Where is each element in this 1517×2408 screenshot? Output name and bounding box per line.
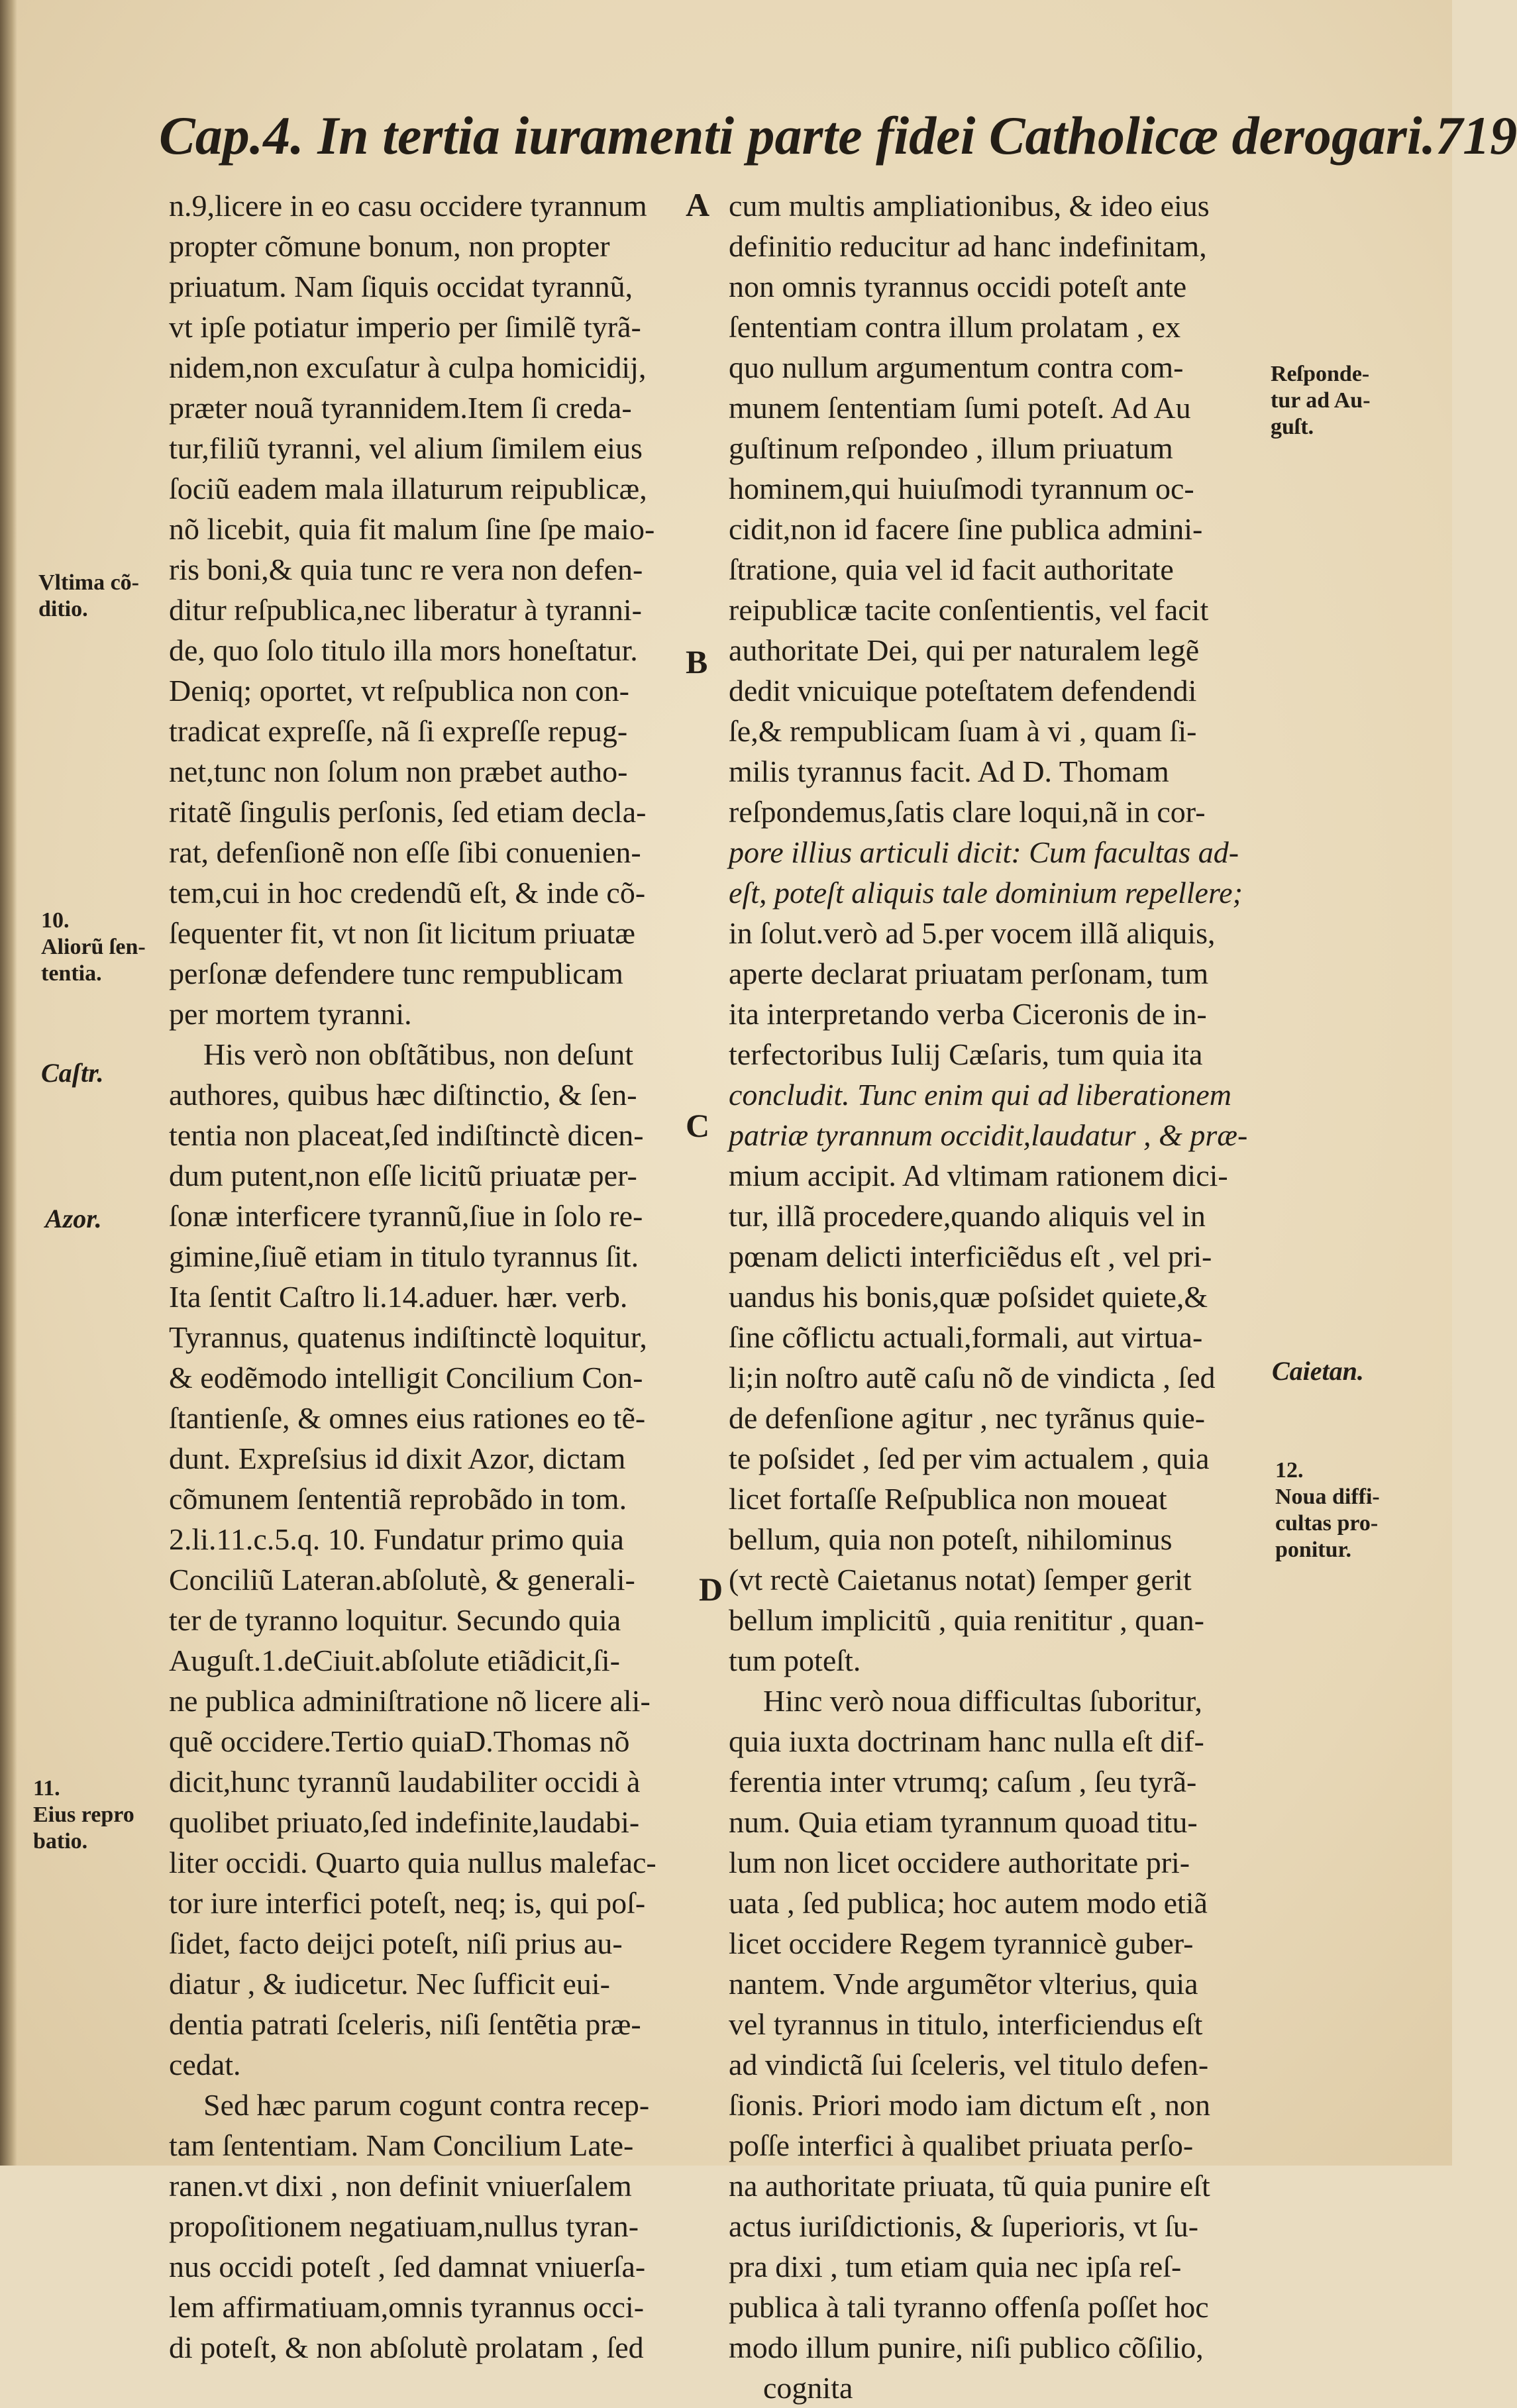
text-line: modo illum punire, niſi publico cõſilio, — [729, 2330, 1204, 2364]
margin-note-caietan — [1272, 1358, 1364, 1385]
text-line: diatur , & iudicetur. Nec ſufficit eui- — [169, 1967, 610, 2001]
text-line: Deniq; oportet, vt reſpublica non con- — [169, 674, 629, 707]
text-line: tur,filiũ tyranni, vel alium ſimilem eius — [169, 431, 643, 465]
text-line: eſt, poteſt aliquis tale dominium repellere; — [729, 876, 1243, 910]
text-line: cedat. — [169, 2048, 241, 2081]
section-letter-c: C — [686, 1107, 710, 1144]
text-line: præter nouã tyrannidem.Item ſi creda- — [169, 391, 632, 425]
text-line: patriæ tyrannum occidit,laudatur , & præ- — [729, 1118, 1248, 1152]
text-line: dunt. Expreſsius id dixit Azor, dictam — [169, 1441, 626, 1475]
text-line: de defenſione agitur , nec tyrãnus quie- — [729, 1401, 1206, 1435]
text-line: ferentia inter vtrumq; caſum , ſeu tyrã- — [729, 1765, 1197, 1799]
margin-note-castro — [41, 1060, 103, 1086]
text-line: vel tyrannus in titulo, interficiendus eſt — [729, 2007, 1203, 2041]
text-line: te poſsidet , ſed per vim actualem , quia — [729, 1441, 1210, 1475]
text-line: dentia patrati ſceleris, niſi ſentẽtia præ- — [169, 2007, 641, 2041]
text-line: de, quo ſolo titulo illa mors honeſtatur. — [169, 633, 638, 667]
text-line: aperte declarat priuatam perſonam, tum — [729, 957, 1209, 990]
page-gutter-shadow — [0, 0, 17, 2166]
left-text-column — [169, 185, 696, 2368]
text-line: ris boni,& quia tunc re vera non defen- — [169, 552, 643, 586]
text-line: nidem,non excuſatur à culpa homicidij, — [169, 350, 647, 384]
margin-note-text: Caietan. — [1272, 1356, 1364, 1386]
margin-note-azor — [45, 1206, 102, 1232]
text-line: uandus his bonis,quæ poſsidet quiete,& — [729, 1280, 1208, 1314]
text-line: quo nullum argumentum contra com- — [729, 350, 1184, 384]
text-line: ſidet, facto deijci poteſt, niſi prius au- — [169, 1926, 623, 1960]
margin-note-eius-reprobatio — [33, 1775, 134, 1855]
margin-note-text: Caſtr. — [41, 1058, 104, 1088]
text-line: ritatẽ ſingulis perſonis, ſed etiam decla- — [169, 795, 647, 829]
text-line: uata , ſed publica; hoc autem modo etiã — [729, 1886, 1208, 1920]
text-line: nõ licebit, quia fit malum ſine ſpe maio- — [169, 512, 655, 546]
text-line: tor iure interfici poteſt, neq; is, qui poſ- — [169, 1886, 646, 1920]
section-letter-a: A — [686, 186, 710, 223]
text-line: dedit vnicuique poteſtatem defendendi — [729, 674, 1197, 707]
text-line: cum multis ampliationibus, & ideo eius — [729, 189, 1210, 223]
text-line: munem ſententiam ſumi poteſt. Ad Au — [729, 391, 1191, 425]
text-line: nus occidi poteſt , ſed damnat vniuerſa- — [169, 2250, 646, 2283]
margin-note-noua-difficultas — [1275, 1457, 1380, 1563]
text-line: vt ipſe potiatur imperio per ſimilẽ tyrã- — [169, 310, 641, 344]
right-text-column — [729, 185, 1255, 2408]
text-line: His verò non obſtãtibus, non deſunt — [203, 1037, 634, 1071]
text-line: cognita — [763, 2371, 853, 2405]
text-line: hominem,qui huiuſmodi tyrannum oc- — [729, 472, 1194, 505]
text-line: nantem. Vnde argumẽtor vlterius, quia — [729, 1967, 1198, 2001]
text-line: in ſolut.verò ad 5.per vocem illã aliquis, — [729, 916, 1216, 950]
margin-note-text: 11. Eius repro batio. — [33, 1776, 134, 1854]
text-line: quẽ occidere.Tertio quiaD.Thomas nõ — [169, 1724, 630, 1758]
text-line: quia iuxta doctrinam hanc nulla eſt dif- — [729, 1724, 1204, 1758]
margin-note-ultima-conditio — [38, 570, 139, 623]
text-line: Tyrannus, quatenus indiſtinctè loquitur, — [169, 1320, 647, 1354]
text-line: tur, illã procedere,quando aliquis vel in — [729, 1199, 1206, 1233]
running-header: Cap.4. In tertia iuramenti parte fidei Catholicæ derogari.719 — [159, 105, 1517, 166]
text-line: pra dixi , tum etiam quia nec ipſa reſ- — [729, 2250, 1182, 2283]
text-line: ſonæ interficere tyrannũ,ſiue in ſolo re- — [169, 1199, 643, 1233]
text-line: ter de tyranno loquitur. Secundo quia — [169, 1603, 621, 1637]
text-line: ita interpretando verba Ciceronis de in- — [729, 997, 1207, 1031]
margin-note-text: 10. Aliorũ ſen- tentia. — [41, 908, 146, 986]
text-line: cõmunem ſententiã reprobãdo in tom. — [169, 1482, 627, 1516]
margin-note-text: Vltima cõ- ditio. — [38, 570, 140, 621]
text-line: propoſitionem negatiuam,nullus tyran- — [169, 2209, 639, 2243]
text-line: net,tunc non ſolum non præbet autho- — [169, 755, 628, 788]
text-line: rat, defenſionẽ non eſſe ſibi conuenien- — [169, 835, 641, 869]
section-letter-b: B — [686, 643, 708, 680]
text-line: ſe,& rempublicam ſuam à vi , quam ſi- — [729, 714, 1197, 748]
text-line: actus iuriſdictionis, & ſuperioris, vt ſu- — [729, 2209, 1199, 2243]
text-line: lem affirmatiuam,omnis tyrannus occi- — [169, 2290, 645, 2324]
text-line: lum non licet occidere authoritate pri- — [729, 1846, 1190, 1879]
text-line: perſonæ defendere tunc rempublicam — [169, 957, 623, 990]
text-line: ſequenter fit, vt non ſit licitum priuatæ — [169, 916, 635, 950]
text-line: reſpondemus,ſatis clare loqui,nã in cor- — [729, 795, 1206, 829]
text-line: Ita ſentit Caſtro li.14.aduer. hær. verb. — [169, 1280, 628, 1314]
margin-note-text: Reſponde- tur ad Au- guſt. — [1271, 362, 1371, 439]
text-line: terfectoribus Iulij Cæſaris, tum quia ita — [729, 1037, 1203, 1071]
text-line: pore illius articuli dicit: Cum facultas ad- — [729, 835, 1239, 869]
text-line: licet occidere Regem tyrannicè guber- — [729, 1926, 1194, 1960]
text-line: cidit,non id facere ſine publica admini- — [729, 512, 1203, 546]
text-line: bellum, quia non poteſt, nihilominus — [729, 1522, 1173, 1556]
text-line: bellum implicitũ , quia renititur , quan- — [729, 1603, 1204, 1637]
text-line: tum poteſt. — [729, 1644, 861, 1677]
margin-note-text: Azor. — [45, 1204, 102, 1233]
text-line: ditur reſpublica,nec liberatur à tyranni- — [169, 593, 642, 627]
text-line: propter cõmune bonum, non propter — [169, 229, 610, 263]
text-line: publica à tali tyranno offenſa poſſet hoc — [729, 2290, 1209, 2324]
margin-note-text: 12. Noua diffi- cultas pro- ponitur. — [1275, 1458, 1380, 1562]
text-line: na authoritate priuata, tũ quia punire eſt — [729, 2169, 1210, 2203]
text-line: ne publica adminiſtratione nõ licere ali- — [169, 1684, 651, 1718]
text-line: milis tyrannus facit. Ad D. Thomam — [729, 755, 1169, 788]
text-line: definitio reducitur ad hanc indefinitam, — [729, 229, 1207, 263]
text-line: licet fortaſſe Reſpublica non moueat — [729, 1482, 1167, 1516]
text-line: concludit. Tunc enim qui ad liberationem — [729, 1078, 1231, 1112]
text-line: authoritate Dei, qui per naturalem legẽ — [729, 633, 1200, 667]
text-line: (vt rectè Caietanus notat) ſemper gerit — [729, 1563, 1192, 1597]
text-line: Conciliũ Lateran.abſolutè, & generali- — [169, 1563, 635, 1597]
text-line: ranen.vt dixi , non definit vniuerſalem — [169, 2169, 632, 2203]
text-line: ſionis. Priori modo iam dictum eſt , non — [729, 2088, 1211, 2122]
text-line: authores, quibus hæc diſtinctio, & ſen- — [169, 1078, 637, 1112]
text-line: di poteſt, & non abſolutè prolatam , ſed — [169, 2330, 644, 2364]
text-line: quolibet priuato,ſed indefinite,laudabi- — [169, 1805, 640, 1839]
text-line: mium accipit. Ad vltimam rationem dici- — [729, 1159, 1228, 1192]
text-line: li;in noſtro autẽ caſu nõ de vindicta , ſed — [729, 1361, 1216, 1394]
text-line: Auguſt.1.deCiuit.abſolute etiãdicit,ſi- — [169, 1644, 620, 1677]
text-line: ſociũ eadem mala illaturum reipublicæ, — [169, 472, 647, 505]
text-line: per mortem tyranni. — [169, 997, 412, 1031]
section-letter-d: D — [699, 1571, 723, 1608]
text-line: ſine cõflictu actuali,formali, aut virtua- — [729, 1320, 1203, 1354]
text-line: tradicat expreſſe, nã ſi expreſſe repug- — [169, 714, 628, 748]
text-line: pœnam delicti interficiẽdus eſt , vel pri- — [729, 1239, 1212, 1273]
text-line: reipublicæ tacite conſentientis, vel facit — [729, 593, 1209, 627]
text-line: priuatum. Nam ſiquis occidat tyrannũ, — [169, 270, 633, 303]
text-line: poſſe interfici à qualibet priuata perſo- — [729, 2128, 1194, 2162]
text-line: tam ſententiam. Nam Concilium Late- — [169, 2128, 634, 2162]
text-line: num. Quia etiam tyrannum quoad titu- — [729, 1805, 1198, 1839]
text-line: n.9,licere in eo casu occidere tyrannum — [169, 189, 647, 223]
text-line: 2.li.11.c.5.q. 10. Fundatur primo quia — [169, 1522, 624, 1556]
text-line: ſtratione, quia vel id facit authoritate — [729, 552, 1174, 586]
text-line: non omnis tyrannus occidi poteſt ante — [729, 270, 1187, 303]
text-line: dum putent,non eſſe licitũ priuatæ per- — [169, 1159, 637, 1192]
text-line: liter occidi. Quarto quia nullus malefac- — [169, 1846, 656, 1879]
text-line: Sed hæc parum cogunt contra recep- — [203, 2088, 650, 2122]
text-line: ſententiam contra illum prolatam , ex — [729, 310, 1181, 344]
text-line: ſtantienſe, & omnes eius rationes eo tẽ- — [169, 1401, 646, 1435]
text-line: gimine,ſiuẽ etiam in titulo tyrannus ſit. — [169, 1239, 639, 1273]
text-line: tem,cui in hoc credendũ eſt, & inde cõ- — [169, 876, 646, 910]
text-line: ad vindictã ſui ſceleris, vel titulo defen- — [729, 2048, 1209, 2081]
text-line: Hinc verò noua difficultas ſuboritur, — [763, 1684, 1202, 1718]
margin-note-respondetur-august — [1271, 361, 1371, 441]
text-line: tentia non placeat,ſed indiſtinctè dicen- — [169, 1118, 644, 1152]
margin-note-aliorum-sententia — [41, 908, 146, 987]
text-line: dicit,hunc tyrannũ laudabiliter occidi à — [169, 1765, 641, 1799]
text-line: & eodẽmodo intelligit Concilium Con- — [169, 1361, 643, 1394]
text-line: guſtinum reſpondeo , illum priuatum — [729, 431, 1173, 465]
